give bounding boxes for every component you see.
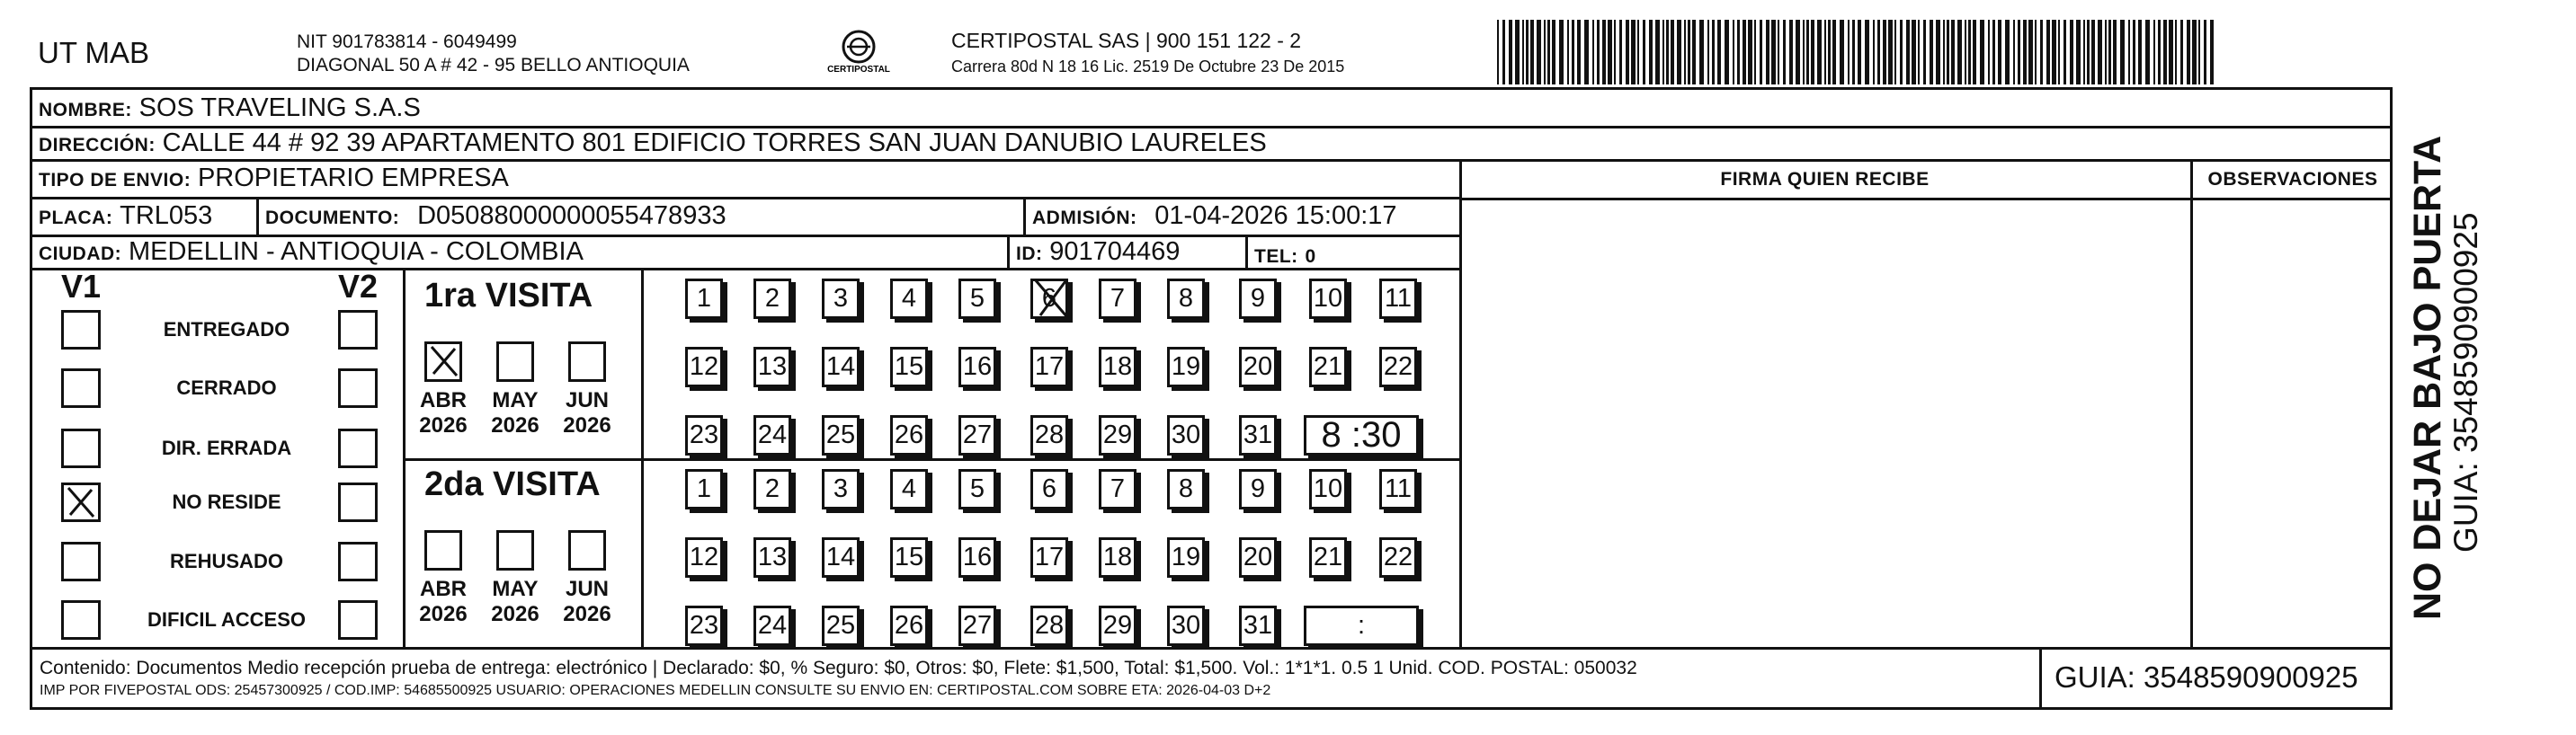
month-label [412,388,475,438]
day-box[interactable]: 22 [1379,347,1417,387]
day-box[interactable]: 11 [1379,469,1417,509]
carrier-name: CERTIPOSTAL SAS | 900 151 122 - 2 [951,29,1302,52]
month-year: 2026 [419,413,468,438]
v2-checkbox[interactable] [338,368,378,408]
day-box[interactable]: 19 [1167,537,1205,578]
v1-checkbox[interactable] [61,368,101,408]
day-box[interactable]: 14 [822,347,860,387]
day-box[interactable]: 19 [1167,347,1205,387]
day-box[interactable]: 29 [1099,606,1136,646]
v1-checkbox[interactable] [61,483,101,522]
day-box[interactable]: 15 [890,537,928,578]
day-box[interactable]: 10 [1309,469,1347,509]
day-box[interactable]: 8 [1167,279,1205,319]
day-box[interactable]: 8 [1167,469,1205,509]
day-box[interactable]: 24 [753,606,791,646]
month-checkbox[interactable] [568,530,606,571]
month-name: MAY [492,388,539,412]
day-box[interactable]: 20 [1239,537,1277,578]
handwritten-x-icon [424,341,464,381]
day-box[interactable]: 20 [1239,347,1277,387]
day-box[interactable]: 17 [1030,537,1068,578]
month-label [556,577,619,627]
month-label [484,577,547,627]
documento-field [265,202,726,232]
v2-checkbox[interactable] [338,429,378,468]
day-box[interactable]: 7 [1099,469,1136,509]
day-box[interactable]: 18 [1099,537,1136,578]
day-box[interactable]: 10 [1309,279,1347,319]
day-box[interactable]: 16 [958,537,996,578]
tel-value: 0 [1305,246,1316,267]
day-box[interactable]: 4 [890,469,928,509]
day-box[interactable]: 17 [1030,347,1068,387]
svg-text:CERTIPOSTAL: CERTIPOSTAL [827,65,890,75]
observaciones-header: OBSERVACIONES [2207,169,2378,190]
company-name: UT MAB [38,36,150,69]
month-year: 2026 [491,413,539,438]
admision-value: 01-04-2026 15:00:17 [1154,201,1397,230]
day-box[interactable]: 31 [1239,606,1277,646]
admision-label: ADMISIÓN: [1032,208,1137,228]
month-label [412,577,475,627]
ciudad-label: CIUDAD: [39,244,122,264]
nombre-field [39,94,421,124]
id-field [1016,238,1180,268]
day-box[interactable]: 5 [958,469,996,509]
v1-checkbox[interactable] [61,429,101,468]
status-label: DIFICIL ACCESO [147,608,306,631]
footer-print-info: IMP POR FIVEPOSTAL ODS: 25457300925 / COD.IMP: 54685500925 USUARIO: OPERACIONES MEDELLIN CONSULTE SU ENVIO EN: CERTIPOSTAL.COM SOBRE ETA: 2026-04-03 D+2 [40,683,1271,698]
month-label [484,388,547,438]
day-box[interactable]: 21 [1309,537,1347,578]
day-box[interactable]: 30 [1167,415,1205,456]
visit2-title: 2da VISITA [424,465,601,503]
month-year: 2026 [563,602,611,626]
tipo-envio-label: TIPO DE ENVIO: [39,170,192,190]
v2-checkbox[interactable] [338,310,378,350]
day-box[interactable]: 1 [685,469,723,509]
documento-value: D05088000000055478933 [417,201,726,230]
carrier-address: Carrera 80d N 18 16 Lic. 2519 De Octubre 23 De 2015 [951,58,1345,75]
day-box[interactable]: 26 [890,606,928,646]
v1-checkbox[interactable] [61,600,101,640]
documento-label: DOCUMENTO: [265,208,400,228]
day-box[interactable]: 27 [958,415,996,456]
direccion-value: CALLE 44 # 92 39 APARTAMENTO 801 EDIFICIO TORRES SAN JUAN DANUBIO LAURELES [162,128,1267,157]
day-box[interactable]: 15 [890,347,928,387]
sender-address: DIAGONAL 50 A # 42 - 95 BELLO ANTIOQUIA [297,55,690,75]
day-box[interactable]: 31 [1239,415,1277,456]
day-box[interactable]: 23 [685,606,723,646]
day-box[interactable]: 9 [1239,469,1277,509]
day-box[interactable]: 7 [1099,279,1136,319]
day-box[interactable]: 18 [1099,347,1136,387]
day-box[interactable]: 3 [822,469,860,509]
nombre-value: SOS TRAVELING S.A.S [138,93,421,122]
day-box[interactable]: 6 [1030,279,1068,319]
nit: NIT 901783814 - 6049499 [297,31,517,52]
month-label [556,388,619,438]
month-year: 2026 [491,602,539,626]
barcode-icon [1497,20,2216,84]
id-label: ID: [1016,244,1043,264]
side-guia: GUIA: 3548590900925 [2447,212,2484,553]
v2-checkbox[interactable] [338,600,378,640]
month-checkbox[interactable] [424,341,462,382]
v1-label: V1 [61,268,102,305]
time-box[interactable]: : [1304,606,1419,646]
status-label: DIR. ERRADA [161,437,292,459]
day-box[interactable]: 29 [1099,415,1136,456]
day-box[interactable]: 5 [958,279,996,319]
barcode [1497,20,2216,84]
status-label: REHUSADO [170,550,283,572]
day-box[interactable]: 11 [1379,279,1417,319]
footer-guia: GUIA: 3548590900925 [2055,660,2358,694]
placa-value: TRL053 [120,201,213,230]
month-name: ABR [420,577,467,601]
nombre-label: NOMBRE: [39,100,132,120]
v1-checkbox[interactable] [61,542,101,581]
day-box[interactable]: 3 [822,279,860,319]
day-box[interactable]: 14 [822,537,860,578]
day-box[interactable]: 23 [685,415,723,456]
month-name: JUN [565,388,609,412]
day-box[interactable]: 12 [685,537,723,578]
tel-label: TEL: [1254,246,1298,267]
v2-checkbox[interactable] [338,483,378,522]
day-box[interactable]: 27 [958,606,996,646]
month-name: JUN [565,577,609,601]
month-year: 2026 [563,413,611,438]
side-warning: NO DEJAR BAJO PUERTA [2406,135,2449,620]
tel-field [1254,241,1316,270]
day-box[interactable]: 30 [1167,606,1205,646]
day-box[interactable]: 28 [1030,606,1068,646]
month-checkbox[interactable] [568,341,606,382]
day-box[interactable]: 9 [1239,279,1277,319]
month-name: MAY [492,577,539,601]
admision-field [1032,202,1397,232]
id-value: 901704469 [1049,237,1181,266]
ciudad-value: MEDELLIN - ANTIOQUIA - COLOMBIA [128,237,584,266]
day-box[interactable]: 22 [1379,537,1417,578]
day-box[interactable]: 25 [822,606,860,646]
status-label: ENTREGADO [163,318,290,341]
v1-checkbox[interactable] [61,310,101,350]
time-box[interactable]: 8 :30 [1304,415,1419,456]
day-box[interactable]: 4 [890,279,928,319]
footer-contents: Contenido: Documentos Medio recepción prueba de entrega: electrónico | Declarado: $0, % Seguro: $0, Otros: $0, Flete: $1,500, Total: $1,500. Vol.: 1*1*1. 0.5 1 Unid. COD. POSTAL: 050032 [40,658,1637,678]
day-box[interactable]: 1 [685,279,723,319]
day-box[interactable]: 24 [753,415,791,456]
v2-label: V2 [338,268,379,305]
day-box[interactable]: 12 [685,347,723,387]
handwritten-x-icon [61,483,101,522]
placa-label: PLACA: [39,208,113,228]
status-label: NO RESIDE [172,491,281,513]
day-box[interactable]: 26 [890,415,928,456]
day-box[interactable]: 6 [1030,469,1068,509]
day-box[interactable]: 25 [822,415,860,456]
day-box[interactable]: 16 [958,347,996,387]
day-box[interactable]: 2 [753,279,791,319]
v2-checkbox[interactable] [338,542,378,581]
day-box[interactable]: 13 [753,537,791,578]
logo-icon [809,27,908,76]
day-box[interactable]: 2 [753,469,791,509]
day-box[interactable]: 21 [1309,347,1347,387]
month-checkbox[interactable] [424,530,462,571]
tipo-envio-value: PROPIETARIO EMPRESA [197,164,509,192]
handwritten-x-icon [1030,276,1074,323]
day-box[interactable]: 28 [1030,415,1068,456]
month-checkbox[interactable] [496,530,534,571]
certipostal-logo [809,27,908,76]
month-checkbox[interactable] [496,341,534,382]
ciudad-field [39,238,584,268]
month-name: ABR [420,388,467,412]
direccion-label: DIRECCIÓN: [39,135,156,155]
visit1-title: 1ra VISITA [424,277,593,314]
day-box[interactable]: 13 [753,347,791,387]
placa-field [39,202,212,232]
direccion-field [39,129,1267,159]
firma-header: FIRMA QUIEN RECIBE [1720,169,1930,190]
status-label: CERRADO [176,376,277,399]
month-year: 2026 [419,602,468,626]
tipo-envio-field [39,164,509,194]
